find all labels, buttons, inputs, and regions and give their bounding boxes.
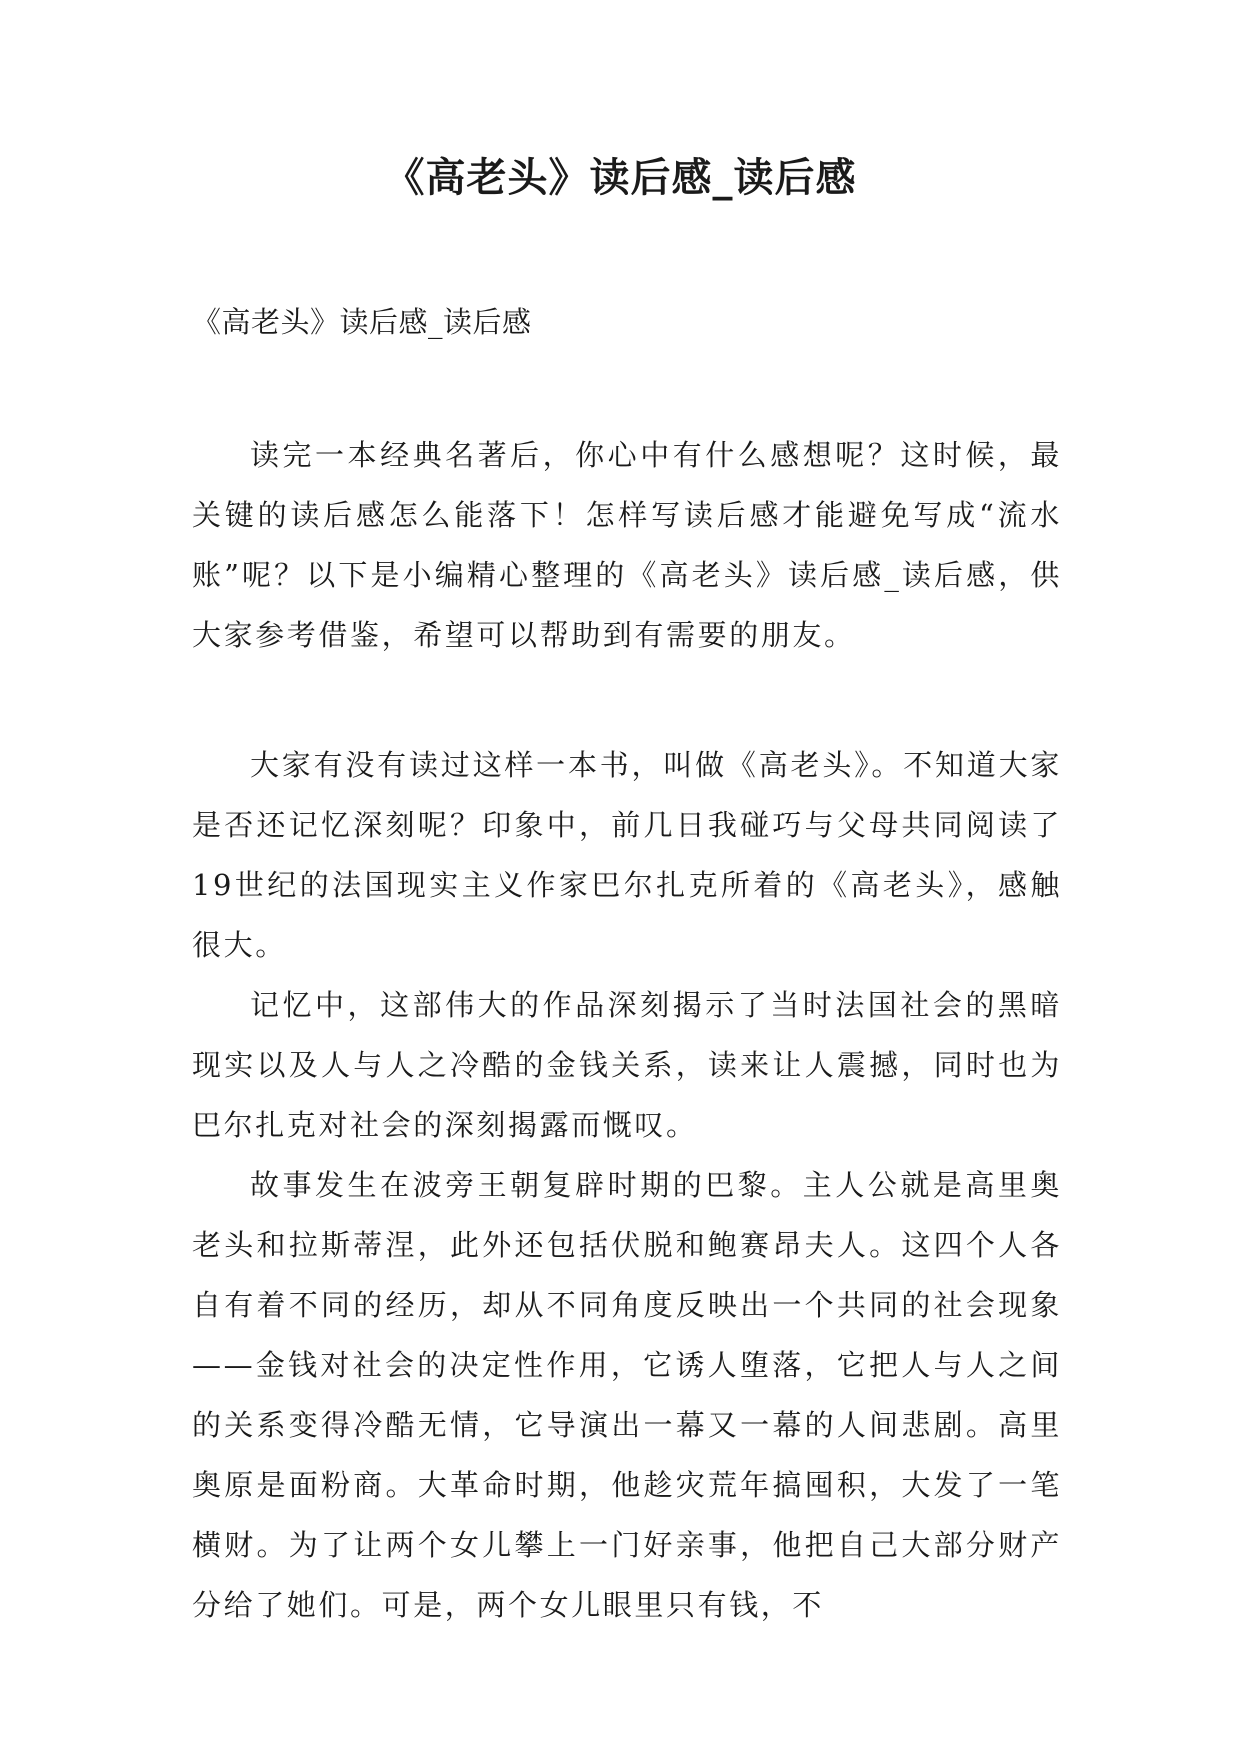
document-subtitle: 《高老头》读后感_读后感: [192, 305, 532, 339]
document-body: [192, 292, 1062, 1635]
document-title: 《高老头》读后感_读后感: [384, 154, 857, 201]
body-paragraph: 大家有没有读过这样一本书，叫做《高老头》。不知道大家是否还记忆深刻呢？印象中，前几日我碰巧与父母共同阅读了19世纪的法国现实主义作家巴尔扎克所着的《高老头》，感触很大。: [192, 748, 1062, 962]
body-paragraph: 故事发生在波旁王朝复辟时期的巴黎。主人公就是高里奥老头和拉斯蒂涅，此外还包括伏脱和鲍赛昂夫人。这四个人各自有着不同的经历，却从不同角度反映出一个共同的社会现象——金钱对社会的决定性作用，它诱人堕落，它把人与人之间的关系变得冷酷无情，它导演出一幕又一幕的人间悲剧。高里奥原是面粉商。大革命时期，他趁灾荒年搞囤积，大发了一笔横财。为了让两个女儿攀上一门好亲事，他把自己大部分财产分给了她们。可是，两个女儿眼里只有钱，不: [192, 1168, 1062, 1622]
body-paragraph: 记忆中，这部伟大的作品深刻揭示了当时法国社会的黑暗现实以及人与人之冷酷的金钱关系，读来让人震撼，同时也为巴尔扎克对社会的深刻揭露而慨叹。: [192, 988, 1062, 1142]
intro-paragraph: 读完一本经典名著后，你心中有什么感想呢？这时候，最关键的读后感怎么能落下！怎样写读后感才能避免写成“流水账”呢？以下是小编精心整理的《高老头》读后感_读后感，供大家参考借鉴，希望可以帮助到有需要的朋友。: [192, 438, 1062, 652]
